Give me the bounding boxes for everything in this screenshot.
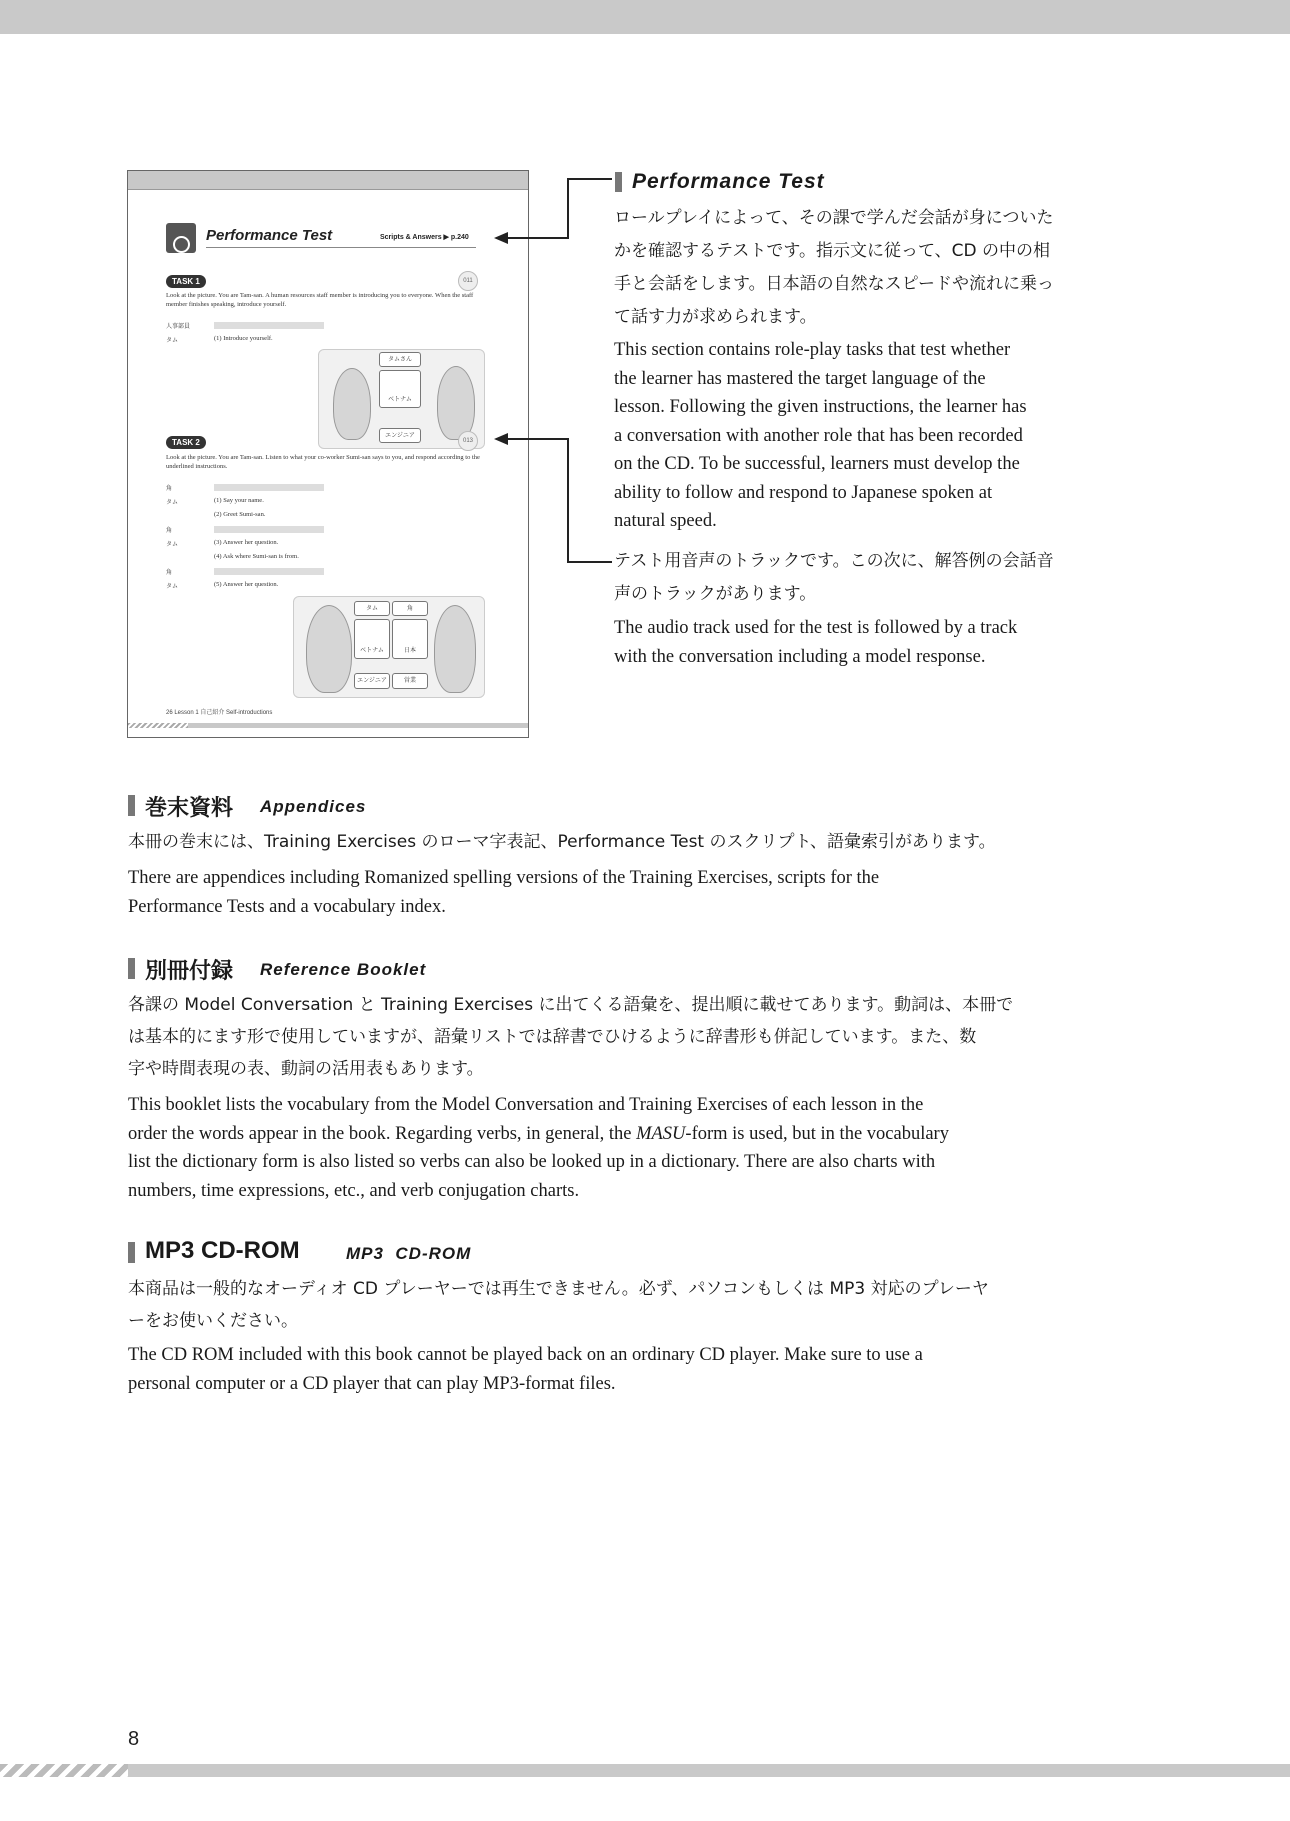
text-line: a conversation with another role that has been recorded <box>614 425 1023 446</box>
performance-test-jp <box>614 202 1054 334</box>
text-line: 本冊の巻末には、Training Exercises のローマ字表記、Performance Test のスクリプト、語彙索引があります。 <box>128 832 996 852</box>
text-line: 手と会話をします。日本語の自然なスピードや流れに乗っ <box>614 274 1054 294</box>
speech-bubble: 日本 <box>392 619 428 659</box>
man-figure <box>306 605 352 693</box>
heading-en: Reference Booklet <box>260 960 427 979</box>
speech-bubble: エンジニア <box>379 428 421 443</box>
callout-line <box>506 237 569 239</box>
task2-row <box>166 497 486 506</box>
dialogue-line <box>214 484 324 491</box>
task1-row <box>166 335 486 344</box>
performance-test-heading: Performance Test <box>632 170 825 193</box>
speech-bubble: タムさん <box>379 352 421 367</box>
dialogue-line <box>214 568 324 575</box>
cue-text: (5) Answer her question. <box>214 581 279 588</box>
task1-row <box>166 321 486 330</box>
task2-badge: TASK 2 <box>166 436 206 449</box>
text-line: This booklet lists the vocabulary from the Model Conversation and Training Exercises of each lesson in the <box>128 1095 924 1115</box>
footer-band <box>128 1764 1290 1777</box>
task2-row <box>166 539 486 548</box>
masu-term: MASU <box>636 1123 686 1144</box>
text-line: The audio track used for the test is followed by a track <box>614 618 1018 638</box>
text-line: て話す力が求められます。 <box>614 307 817 327</box>
text-line: on the CD. To be successful, learners must develop the <box>614 454 1020 474</box>
sample-page-thumbnail <box>127 170 529 738</box>
speaker-label: 角 <box>166 527 173 534</box>
thumbnail-header-band <box>128 171 528 190</box>
callout-line <box>567 561 612 563</box>
cue-text: (1) Introduce yourself. <box>214 335 273 342</box>
task2-instruction: Look at the picture. You are Tam-san. Listen to what your co-worker Sumi-san says to you, and respond according to the underlined instructions. <box>166 454 480 470</box>
text-line: は基本的にます形で使用していますが、語彙リストでは辞書でひけるように辞書形も併記しています。また、数 <box>128 1027 977 1047</box>
speaker-label: タム <box>166 499 179 506</box>
speech-bubble: ベトナム <box>379 370 421 408</box>
callout-line <box>567 438 569 563</box>
arrow-icon <box>494 232 508 244</box>
footer-hatch <box>0 1764 128 1777</box>
heading-bar <box>615 172 622 192</box>
cue-text: (1) Say your name. <box>214 497 264 504</box>
cue-text: (3) Answer her question. <box>214 539 279 546</box>
text-line: lesson. Following the given instructions, the learner has <box>614 397 1027 417</box>
cue-text: (2) Greet Sumi-san. <box>214 511 266 518</box>
man-figure <box>333 368 371 440</box>
callout-line <box>567 178 569 238</box>
reference-booklet-en <box>128 1091 949 1205</box>
heading-bar <box>128 958 135 979</box>
text-line: 本商品は一般的なオーディオ CD プレーヤーでは再生できません。必ず、パソコンもしくは MP3 対応のプレーヤ <box>128 1279 989 1299</box>
thumbnail-footer: 26 Lesson 1 自己紹介 Self-introductions <box>166 710 273 716</box>
performance-test-en <box>614 336 1027 536</box>
thumbnail-scripts-ref: Scripts & Answers ▶ p.240 <box>380 234 469 241</box>
task2-row <box>166 553 486 562</box>
heading-en: MP3 CD-ROM <box>346 1244 472 1263</box>
task1-badge: TASK 1 <box>166 275 206 288</box>
heading-bar <box>128 795 135 816</box>
woman-figure <box>437 366 475 440</box>
text-line: 字や時間表現の表、動詞の活用表もあります。 <box>128 1059 484 1079</box>
text-line: ーをお使いください。 <box>128 1311 298 1331</box>
mp3-cdrom-jp <box>128 1273 989 1337</box>
page-number: 8 <box>128 1728 140 1750</box>
text-line: the learner has mastered the target language of the <box>614 368 986 389</box>
thumbnail-title-rule <box>206 247 476 248</box>
speaker-label: タム <box>166 583 179 590</box>
appendices-en <box>128 864 879 921</box>
task2-row <box>166 567 486 576</box>
track-description-jp <box>614 545 1054 611</box>
text-line: This section contains role-play tasks that test whether <box>614 340 1011 360</box>
appendices-jp <box>128 826 996 858</box>
text-line: numbers, time expressions, etc., and verb conjugation charts. <box>128 1180 580 1201</box>
heading-jp: 巻末資料 <box>145 796 234 821</box>
cd-track-icon: 013 <box>458 431 478 451</box>
thumbnail-footer-hatch <box>128 723 188 728</box>
text-line: natural speed. <box>614 511 717 531</box>
task2-row <box>166 525 486 534</box>
performance-test-icon <box>166 223 196 253</box>
speaker-label: タム <box>166 541 179 548</box>
task2-row <box>166 581 486 590</box>
cue-text: (4) Ask where Sumi-san is from. <box>214 553 299 560</box>
text-line: 声のトラックがあります。 <box>614 584 817 604</box>
text-span: order the words appear in the book. Regarding verbs, in general, the <box>128 1123 637 1144</box>
text-line: ability to follow and respond to Japanese spoken at <box>614 482 993 503</box>
text-line: There are appendices including Romanized spelling versions of the Training Exercises, scripts for the <box>128 868 880 888</box>
mp3-cdrom-en <box>128 1341 923 1398</box>
task1-instruction: Look at the picture. You are Tam-san. A human resources staff member is introducing you to everyone. When the staff member finishes speaking, introduce yourself. <box>166 292 474 308</box>
heading-bar <box>128 1242 135 1263</box>
dialogue-line <box>214 526 324 533</box>
task2-row <box>166 483 486 492</box>
text-line: with the conversation including a model response. <box>614 646 986 667</box>
speaker-label: 人事部員 <box>166 323 191 330</box>
heading-jp: MP3 CD-ROM <box>145 1237 300 1264</box>
speaker-label: 角 <box>166 485 173 492</box>
heading-jp: 別冊付録 <box>145 959 234 984</box>
cd-track-icon: 011 <box>458 271 478 291</box>
heading-en: Appendices <box>260 797 367 816</box>
text-line <box>128 1120 949 1149</box>
text-line: 各課の Model Conversation と Training Exercises に出てくる語彙を、提出順に載せてあります。動詞は、本冊で <box>128 995 1014 1015</box>
speech-bubble: タム <box>354 601 390 616</box>
dialogue-line <box>214 322 324 329</box>
task2-illustration <box>293 596 485 698</box>
speaker-label: タム <box>166 337 179 344</box>
thumbnail-footer-band <box>188 723 528 728</box>
woman-figure <box>434 605 476 693</box>
track-description-en <box>614 614 1017 671</box>
speech-bubble: ベトナム <box>354 619 390 659</box>
speech-bubble: エンジニア <box>354 673 390 689</box>
callout-line <box>506 438 569 440</box>
text-line: テスト用音声のトラックです。この次に、解答例の会話音 <box>614 551 1054 571</box>
text-line: かを確認するテストです。指示文に従って、CD の中の相 <box>614 241 1050 261</box>
text-line: personal computer or a CD player that can play MP3-format files. <box>128 1373 616 1394</box>
reference-booklet-jp <box>128 989 1013 1085</box>
speech-bubble: 営業 <box>392 673 428 689</box>
text-line: ロールプレイによって、その課で学んだ会話が身についた <box>614 208 1054 228</box>
task2-row <box>166 511 486 520</box>
thumbnail-title: Performance Test <box>206 227 333 244</box>
arrow-icon <box>494 433 508 445</box>
text-line: list the dictionary form is also listed so verbs can also be looked up in a dictionary. There are also charts with <box>128 1152 936 1172</box>
header-band <box>0 0 1290 34</box>
text-line: The CD ROM included with this book cannot be played back on an ordinary CD player. Make sure to use a <box>128 1345 923 1365</box>
text-span: -form is used, but in the vocabulary <box>685 1123 949 1144</box>
callout-line <box>568 178 612 180</box>
speaker-label: 角 <box>166 569 173 576</box>
text-line: Performance Tests and a vocabulary index. <box>128 896 446 917</box>
speech-bubble: 角 <box>392 601 428 616</box>
